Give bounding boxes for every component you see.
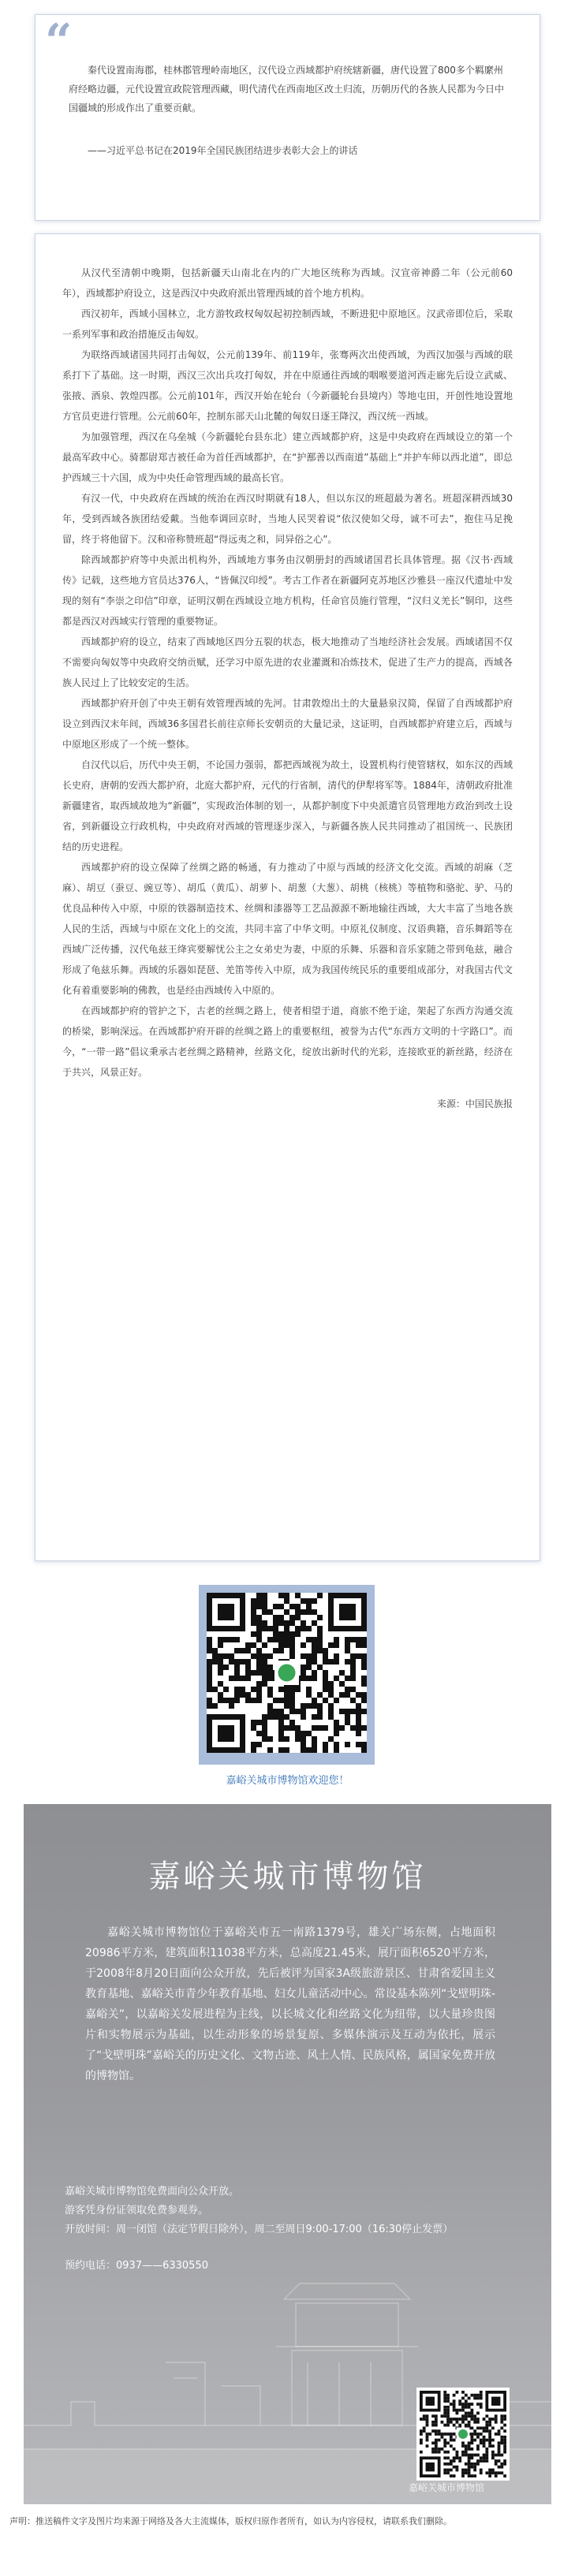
quote-card — [35, 14, 540, 221]
museum-info-line: 嘉峪关城市博物馆免费面向公众开放。 — [65, 2186, 240, 2198]
article-paragraph: 西域都护府开创了中央王朝有效管理西域的先河。甘肃敦煌出土的大量悬泉汉简，保留了自西域都护府设立到西汉末年间，西域36多国君长前往京师长安朝贡的大量记录，这证明，自西域都护府建立后，西域与中原地区形成了一个统一整体。 — [62, 698, 513, 750]
museum-panel — [24, 1804, 551, 2504]
museum-qr-code[interactable] — [416, 2388, 510, 2481]
article-paragraph: 西域都护府的设立，结束了西域地区四分五裂的状态，极大地推动了当地经济社会发展。西域诸国不仅不需要向匈奴等中央政府交纳贡赋，还学习中原先进的农业灌溉和冶炼技术，促进了生产力的提高，西域各族人民过上了比较安定的生活。 — [62, 636, 513, 688]
article-card — [35, 233, 540, 1561]
quote-text: 秦代设置南海郡，桂林郡管理岭南地区，汉代设立西域都护府统辖新疆，唐代设置了800多个羁縻州府经略边疆，元代设置宣政院管理西藏，明代清代在西南地区改土归流，历朝历代的各族人民都为今日中国疆域的形成作出了重要贡献。 — [69, 65, 505, 114]
article-paragraph: 除西域都护府等中央派出机构外，西域地方事务由汉朝册封的西域诸国君长具体管理。据《汉书·西域传》记载，这些地方官员达376人，“皆佩汉印绶”。考古工作者在新疆阿克苏地区沙雅县一座汉代遗址中发现的刻有“李崇之印信”印章，证明汉朝在西域设立地方机构，任命官员施行管理，“汉归义羌长”铜印，这些都是西汉对西域实行管理的重要物证。 — [62, 554, 513, 627]
article-source: 来源：中国民族报 — [436, 1098, 513, 1109]
article-paragraph: 有汉一代，中央政府在西域的统治在西汉时期就有18人，但以东汉的班超最为著名。班超深耕西域30年，受到西域各族团结爱戴。当他奉调回京时，当地人民哭着说“依汉使如父母，诚不可去”，抱住马足挽留，终于将他留下。汉和帝称赞班超“得远夷之和，同异俗之心”。 — [62, 493, 513, 545]
museum-description: 嘉峪关城市博物馆位于嘉峪关市五一南路1379号，雄关广场东侧，占地面积20986平方米，建筑面积11038平方米，总高度21.45米，展厅面积6520平方米，于2008年8月20日面向公众开放，先后被评为国家3A级旅游景区、甘肃省爱国主义教育基地、嘉峪关市青少年教育基地、妇女儿童活动中心。常设基本陈列“戈壁明珠-嘉峪关”，以嘉峪关发展进程为主线，以长城文化和丝路文化为纽带，以大量珍贵图片和实物展示为基础，以生动形象的场景复原、多媒体演示及互动为依托，展示了“戈壁明珠”嘉峪关的历史文化、文物古迹、风土人情、民族风格，属国家免费开放的博物馆。 — [85, 1926, 495, 2082]
qr-code[interactable] — [207, 1593, 367, 1753]
article-paragraph: 从汉代至清朝中晚期，包括新疆天山南北在内的广大地区统称为西域。汉宣帝神爵二年（公元前60年），西域都护府设立，这是西汉中央政府派出管理西域的首个地方机构。 — [62, 267, 513, 299]
museum-info-line: 开放时间：周一闭馆（法定节假日除外），周二至周日9:00-17:00（16:30停止发票） — [65, 2224, 454, 2235]
museum-watermark: 嘉峪关城市博物馆 — [409, 2482, 485, 2493]
article-paragraph: 为联络西域诸国共同打击匈奴，公元前139年、前119年，张骞两次出使西域，为西汉加强与西域的联系打下了基础。这一时期，西汉三次出兵攻打匈奴，并在中原通往西域的咽喉要道河西走廊先后设立武威、张掖、酒泉、敦煌四郡。公元前101年，西汉开始在轮台（今新疆轮台县境内）等地屯田，开创性地设置地方官员吏进行管理。公元前60年，控制东部天山北麓的匈奴日逐王降汉，西汉统一西域。 — [62, 349, 513, 422]
museum-info-line: 游客凭身份证领取免费参观券。 — [65, 2205, 209, 2216]
museum-info — [65, 2183, 506, 2276]
qr-code-frame — [199, 1585, 375, 1765]
museum-title: 嘉峪关城市博物馆 — [148, 1858, 427, 1895]
article-paragraph: 为加强管理，西汉在乌垒城（今新疆轮台县东北）建立西域都护府，这是中央政府在西域设立的第一个最高军政中心。骑都尉郑吉被任命为首任西域都护，在“护鄯善以西南道”基础上“并护车师以西北道”，即总护西域三十六国，成为中央任命管理西域的最高长官。 — [62, 431, 513, 483]
article-paragraph: 西域都护府的设立保障了丝绸之路的畅通，有力推动了中原与西域的经济文化交流。西域的胡麻（芝麻）、胡豆（蚕豆、豌豆等）、胡瓜（黄瓜）、胡萝卜、胡葱（大葱）、胡桃（核桃）等植物和骆驼、驴、马的优良品种传入中原，中原的铁器制造技术、丝绸和漆器等工艺品源源不断地输往西域，大大丰富了当地各族人民的生活，西域与中原在文化上的交流，共同丰富了中华文明。中原礼仪制度、汉语典籍，音乐舞蹈等在西域广泛传播，汉代龟兹王绛宾要解忧公主之女弟史为妻，中原的乐舞、乐器和音乐家随之带到龟兹，融合形成了龟兹乐舞。西域的乐器如琵琶、羌笛等传入中原，成为我国传统民乐的重要组成部分，对我国古代文化有着重要影响的佛教，也是经由西域传入中原的。 — [62, 862, 513, 996]
qr-code-icon — [420, 2391, 506, 2477]
qr-caption: 嘉峪关城市博物馆欢迎您！ — [226, 1775, 349, 1787]
museum-phone: 预约电话：0937——6330550 — [65, 2260, 208, 2272]
article-paragraph: 在西域都护府的管护之下，古老的丝绸之路上，使者相望于道，商旅不绝于途，架起了东西方沟通交流的桥梁，影响深远。在西域都护府开辟的丝绸之路上的重要枢纽，被誉为古代“东西方文明的十字路口”。而今，“一带一路”倡议秉承古老丝绸之路精神，丝路文化，绽放出新时代的光彩，连接欧亚的新丝路，经济在于共兴，风景正好。 — [62, 1005, 513, 1078]
quote-mark-icon: “ — [45, 14, 73, 69]
article-paragraph: 西汉初年，西域小国林立，北方游牧政权匈奴起初控制西域，不断进犯中原地区。汉武帝即位后，采取一系列军事和政治措施反击匈奴。 — [62, 308, 513, 340]
article-paragraph: 自汉代以后，历代中央王朝，不论国力强弱，都把西域视为故土，设置机构行使管辖权，如东汉的西域长史府，唐朝的安西大都护府，北庭大都护府，元代的行省制，清代的伊犁将军等。1884年，清朝政府批准新疆建省，取西域故地为“新疆”，实现政治体制的划一，从都护制度下中央派遣官员管理地方政治到改土设省，到新疆设立行政机构，中央政府对西域的管理逐步深入，与新疆各族人民共同推动了祖国统一、民族团结的历史进程。 — [62, 759, 513, 852]
disclaimer: 声明：推送稿件文字及图片均来源于网络及各大主流媒体，版权归原作者所有，如认为内容侵权，请联系我们删除。 — [9, 2516, 452, 2526]
quote-source: ——习近平总书记在2019年全国民族团结进步表彰大会上的讲话 — [88, 145, 358, 156]
qr-code-icon — [207, 1593, 367, 1753]
